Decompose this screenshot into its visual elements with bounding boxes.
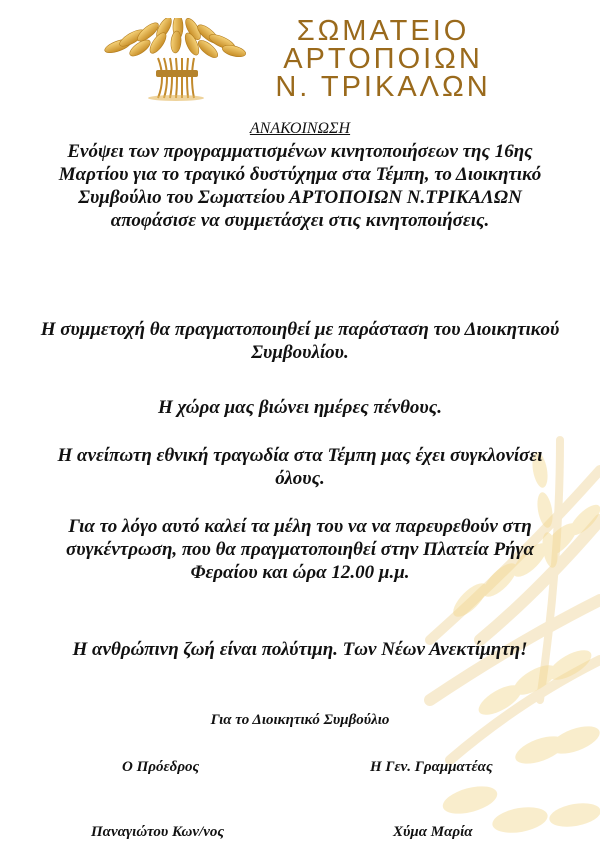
wheat-sheaf-icon	[98, 18, 248, 102]
paragraph-5: Για το λόγο αυτό καλεί τα μέλη του να να παρευρεθούν στη συγκέντρωση, που θα πραγματοποιηθεί στην Πλατεία Ρήγα Φεραίου και ώρα 12.00 μ.μ.	[66, 516, 534, 583]
announcement-title: ΑΝΑΚΟΙΝΩΣΗ	[249, 120, 351, 137]
signature-header: Για το Διοικητικό Συμβούλιο	[210, 712, 390, 728]
paragraph-1: Ενόψει των προγραμματισμένων κινητοποιήσεων της 16ης Μαρτίου για το τραγικό δυστύχημα στα Τέμπη, το Διοικητικό Συμβούλιο του Σωματείου ΑΡΤΟΠΟΙΩΝ Ν.ΤΡΙΚΑΛΩΝ αποφάσισε να συμμετάσχει στις κινητοποιήσεις.	[58, 141, 542, 231]
logo-line-1: ΣΩΜΑΤΕΙΟ	[296, 15, 470, 47]
logo-line-3: Ν. ΤΡΙΚΑΛΩΝ	[275, 71, 491, 103]
secretary-name: Χύμα Μαρία	[393, 824, 473, 840]
header	[0, 0, 600, 103]
president-role: Ο Πρόεδρος	[122, 759, 200, 775]
president-name: Παναγιώτου Κων/νος	[91, 824, 225, 840]
secretary-role: Η Γεν. Γραμματέας	[370, 759, 493, 775]
paragraph-6: Η ανθρώπινη ζωή είναι πολύτιμη. Των Νέων Ανεκτίμητη!	[72, 639, 528, 660]
logo-line-2: ΑΡΤΟΠΟΙΩΝ	[283, 43, 483, 75]
paragraph-2: Η συμμετοχή θα πραγματοποιηθεί με παράσταση του Διοικητικού Συμβουλίου.	[40, 319, 560, 363]
paragraph-4: Η ανείπωτη εθνική τραγωδία στα Τέμπη μας έχει συγκλονίσει όλους.	[57, 445, 543, 489]
logo-text	[258, 17, 508, 101]
paragraph-3: Η χώρα μας βιώνει ημέρες πένθους.	[158, 397, 442, 418]
